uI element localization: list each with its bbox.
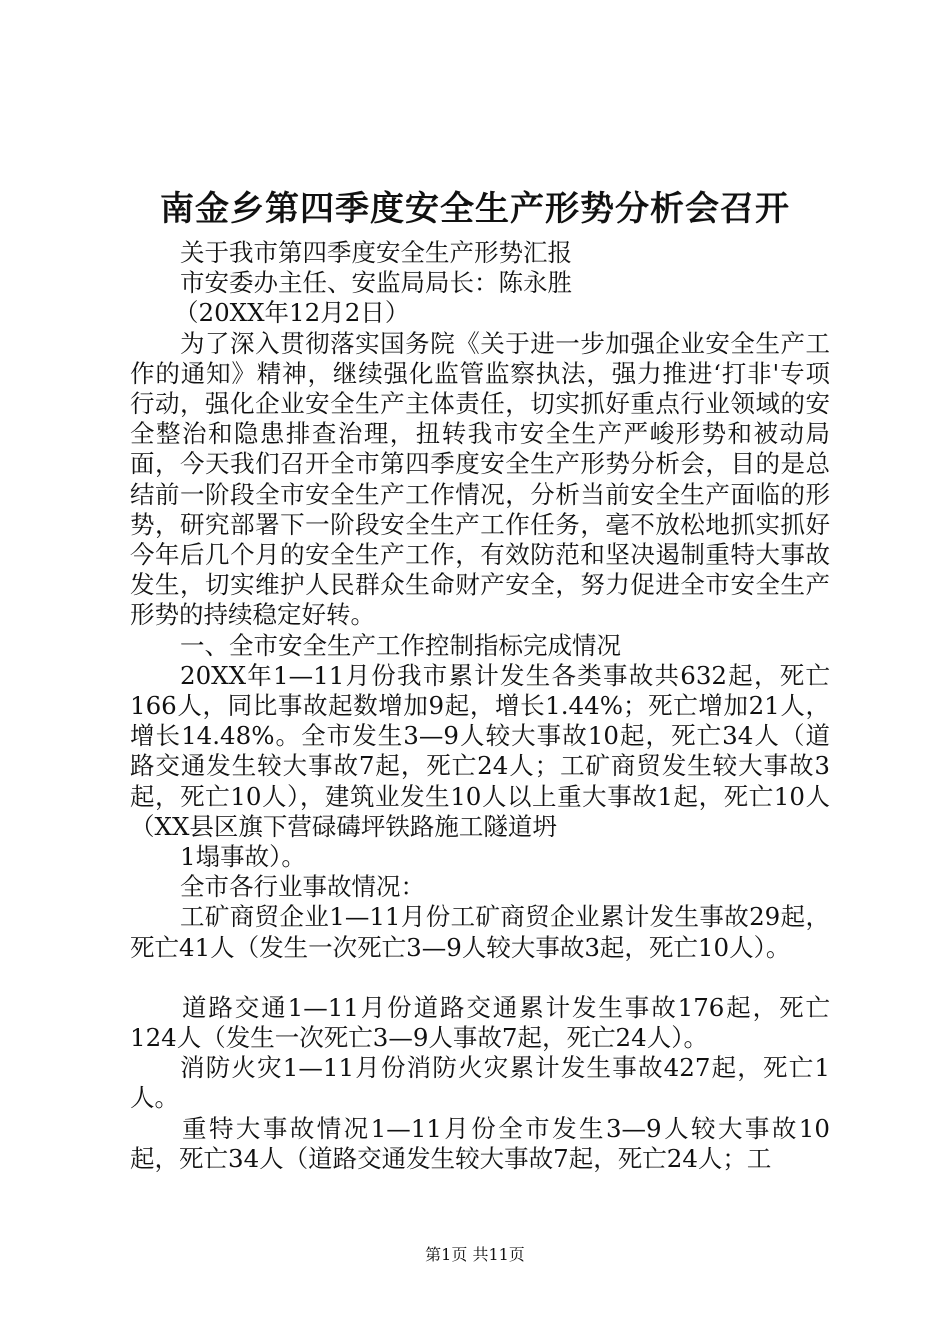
section-heading-1: 一、全市安全生产工作控制指标完成情况 [180, 630, 621, 660]
intro-paragraph: 为了深入贯彻落实国务院《关于进一步加强企业安全生产工作的通知》精神，继续强化监管监察执法，强力推进‘打非'专项行动，强化企业安全生产主体责任，切实抓好重点行业领域的安全整治和隐患排查治理，扭转我市安全生产严峻形势和被动局面，今天我们召开全市第四季度安全生产形势分析会，目的是总结前一阶段全市安全生产工作情况，分析当前安全生产面临的形势，研究部署下一阶段安全生产工作任务，毫不放松地抓实抓好今年后几个月的安全生产工作，有效防范和坚决遏制重特大事故发生，切实维护人民群众生命财产安全，努力促进全市安全生产形势的持续稳定好转。 [130, 328, 830, 630]
document-body [130, 238, 830, 1174]
industry-fire: 消防火灾1—11月份消防火灾累计发生事故427起，死亡1人。 [130, 1053, 830, 1113]
report-author: 市安委办主任、安监局局长：陈永胜 [180, 268, 572, 298]
report-date: （20XX年12月2日） [174, 298, 410, 328]
report-heading: 关于我市第四季度安全生产形势汇报 [180, 238, 572, 267]
industry-road-traffic: 道路交通1—11月份道路交通累计发生事故176起，死亡124人（发生一次死亡3—9人事故7起，死亡24人）。 [130, 992, 830, 1053]
paragraph-gap [130, 963, 830, 993]
statistics-continuation: 1塌事故）。 [180, 842, 306, 872]
statistics-paragraph: 20XX年1—11月份我市累计发生各类事故共632起，死亡166人，同比事故起数增加9起，增长1.44%；死亡增加21人，增长14.48%。全市发生3—9人较大事故10起，死亡34人（道路交通发生较大事故7起，死亡24人；工矿商贸发生较大事故3起，死亡10人），建筑业发生10人以上重大事故1起，死亡10人（XX县区旗下营碌碡坪铁路施工隧道坍 [130, 660, 830, 841]
document-title: 南金乡第四季度安全生产形势分析会召开 [160, 189, 790, 229]
industry-mining-commerce: 工矿商贸企业1—11月份工矿商贸企业累计发生事故29起，死亡41人（发生一次死亡3—9人较大事故3起，死亡10人）。 [130, 902, 830, 962]
page-number-footer: 第1页 共11页 [425, 1245, 525, 1264]
major-accidents: 重特大事故情况1—11月份全市发生3—9人较大事故10起，死亡34人（道路交通发生较大事故7起，死亡24人；工 [130, 1113, 830, 1173]
industry-heading: 全市各行业事故情况： [180, 872, 425, 902]
